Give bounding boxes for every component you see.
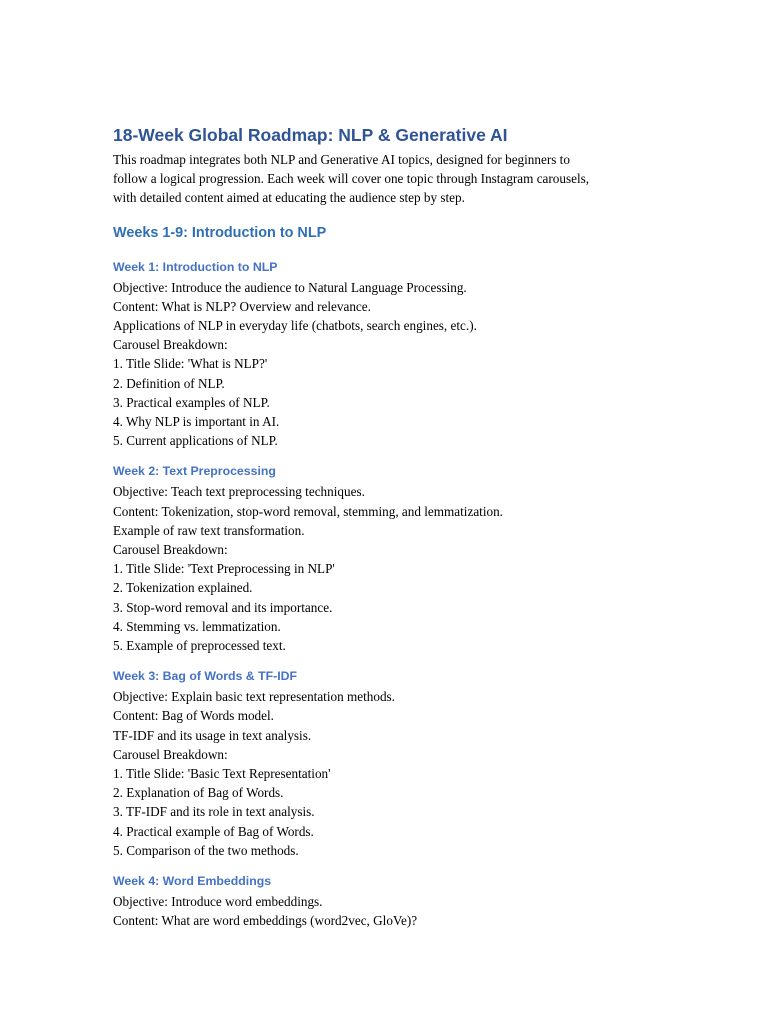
week-line: 3. Practical examples of NLP. (113, 394, 270, 410)
week-line: Objective: Introduce word embeddings. (113, 894, 323, 910)
week-heading: Week 2: Text Preprocessing (113, 464, 276, 479)
week-line: 4. Why NLP is important in AI. (113, 414, 280, 430)
week-line: 2. Definition of NLP. (113, 375, 225, 391)
week-heading: Week 3: Bag of Words & TF-IDF (113, 669, 298, 684)
intro-line: with detailed content aimed at educating the audience step by step. (113, 190, 465, 206)
week-line: Content: What is NLP? Overview and relevance. (113, 298, 371, 314)
week-line: Content: What are word embeddings (word2vec, GloVe)? (113, 913, 418, 929)
week-body (113, 687, 673, 860)
week-section (113, 872, 673, 930)
week-line: TF-IDF and its usage in text analysis. (113, 727, 312, 743)
week-heading: Week 4: Word Embeddings (113, 874, 272, 889)
document-title: 18-Week Global Roadmap: NLP & Generative AI (113, 125, 508, 145)
week-line: 5. Example of preprocessed text. (113, 638, 286, 654)
week-body (113, 482, 673, 655)
week-line: 3. Stop-word removal and its importance. (113, 599, 333, 615)
week-body (113, 892, 673, 930)
week-line: Content: Bag of Words model. (113, 708, 274, 724)
section-heading: Weeks 1-9: Introduction to NLP (113, 224, 327, 241)
week-line: Content: Tokenization, stop-word removal, stemming, and lemmatization. (113, 503, 503, 519)
week-line: 1. Title Slide: 'Basic Text Representation' (113, 766, 331, 782)
week-line: 2. Tokenization explained. (113, 580, 253, 596)
week-line: Applications of NLP in everyday life (chatbots, search engines, etc.). (113, 318, 477, 334)
week-line: 1. Title Slide: 'Text Preprocessing in NLP' (113, 561, 335, 577)
intro-paragraph (113, 150, 673, 208)
document-content (113, 123, 673, 931)
intro-line: follow a logical progression. Each week will cover one topic through Instagram carousels, (113, 171, 590, 187)
week-line: Carousel Breakdown: (113, 542, 228, 558)
week-line: Example of raw text transformation. (113, 522, 305, 538)
week-line: 2. Explanation of Bag of Words. (113, 785, 284, 801)
week-line: 1. Title Slide: 'What is NLP?' (113, 356, 268, 372)
intro-line: This roadmap integrates both NLP and Generative AI topics, designed for beginners to (113, 152, 570, 167)
week-line: Carousel Breakdown: (113, 746, 228, 762)
week-line: 5. Current applications of NLP. (113, 433, 278, 449)
week-line: Objective: Teach text preprocessing techniques. (113, 484, 365, 500)
week-section (113, 258, 673, 451)
week-heading: Week 1: Introduction to NLP (113, 259, 278, 274)
week-line: 3. TF-IDF and its role in text analysis. (113, 804, 315, 820)
week-line: 5. Comparison of the two methods. (113, 842, 299, 858)
week-line: Objective: Introduce the audience to Natural Language Processing. (113, 279, 467, 295)
week-line: Objective: Explain basic text representation methods. (113, 689, 395, 705)
week-line: 4. Stemming vs. lemmatization. (113, 618, 281, 634)
week-section (113, 462, 673, 655)
week-section (113, 667, 673, 860)
week-line: 4. Practical example of Bag of Words. (113, 823, 314, 839)
week-line: Carousel Breakdown: (113, 337, 228, 353)
week-body (113, 278, 673, 451)
